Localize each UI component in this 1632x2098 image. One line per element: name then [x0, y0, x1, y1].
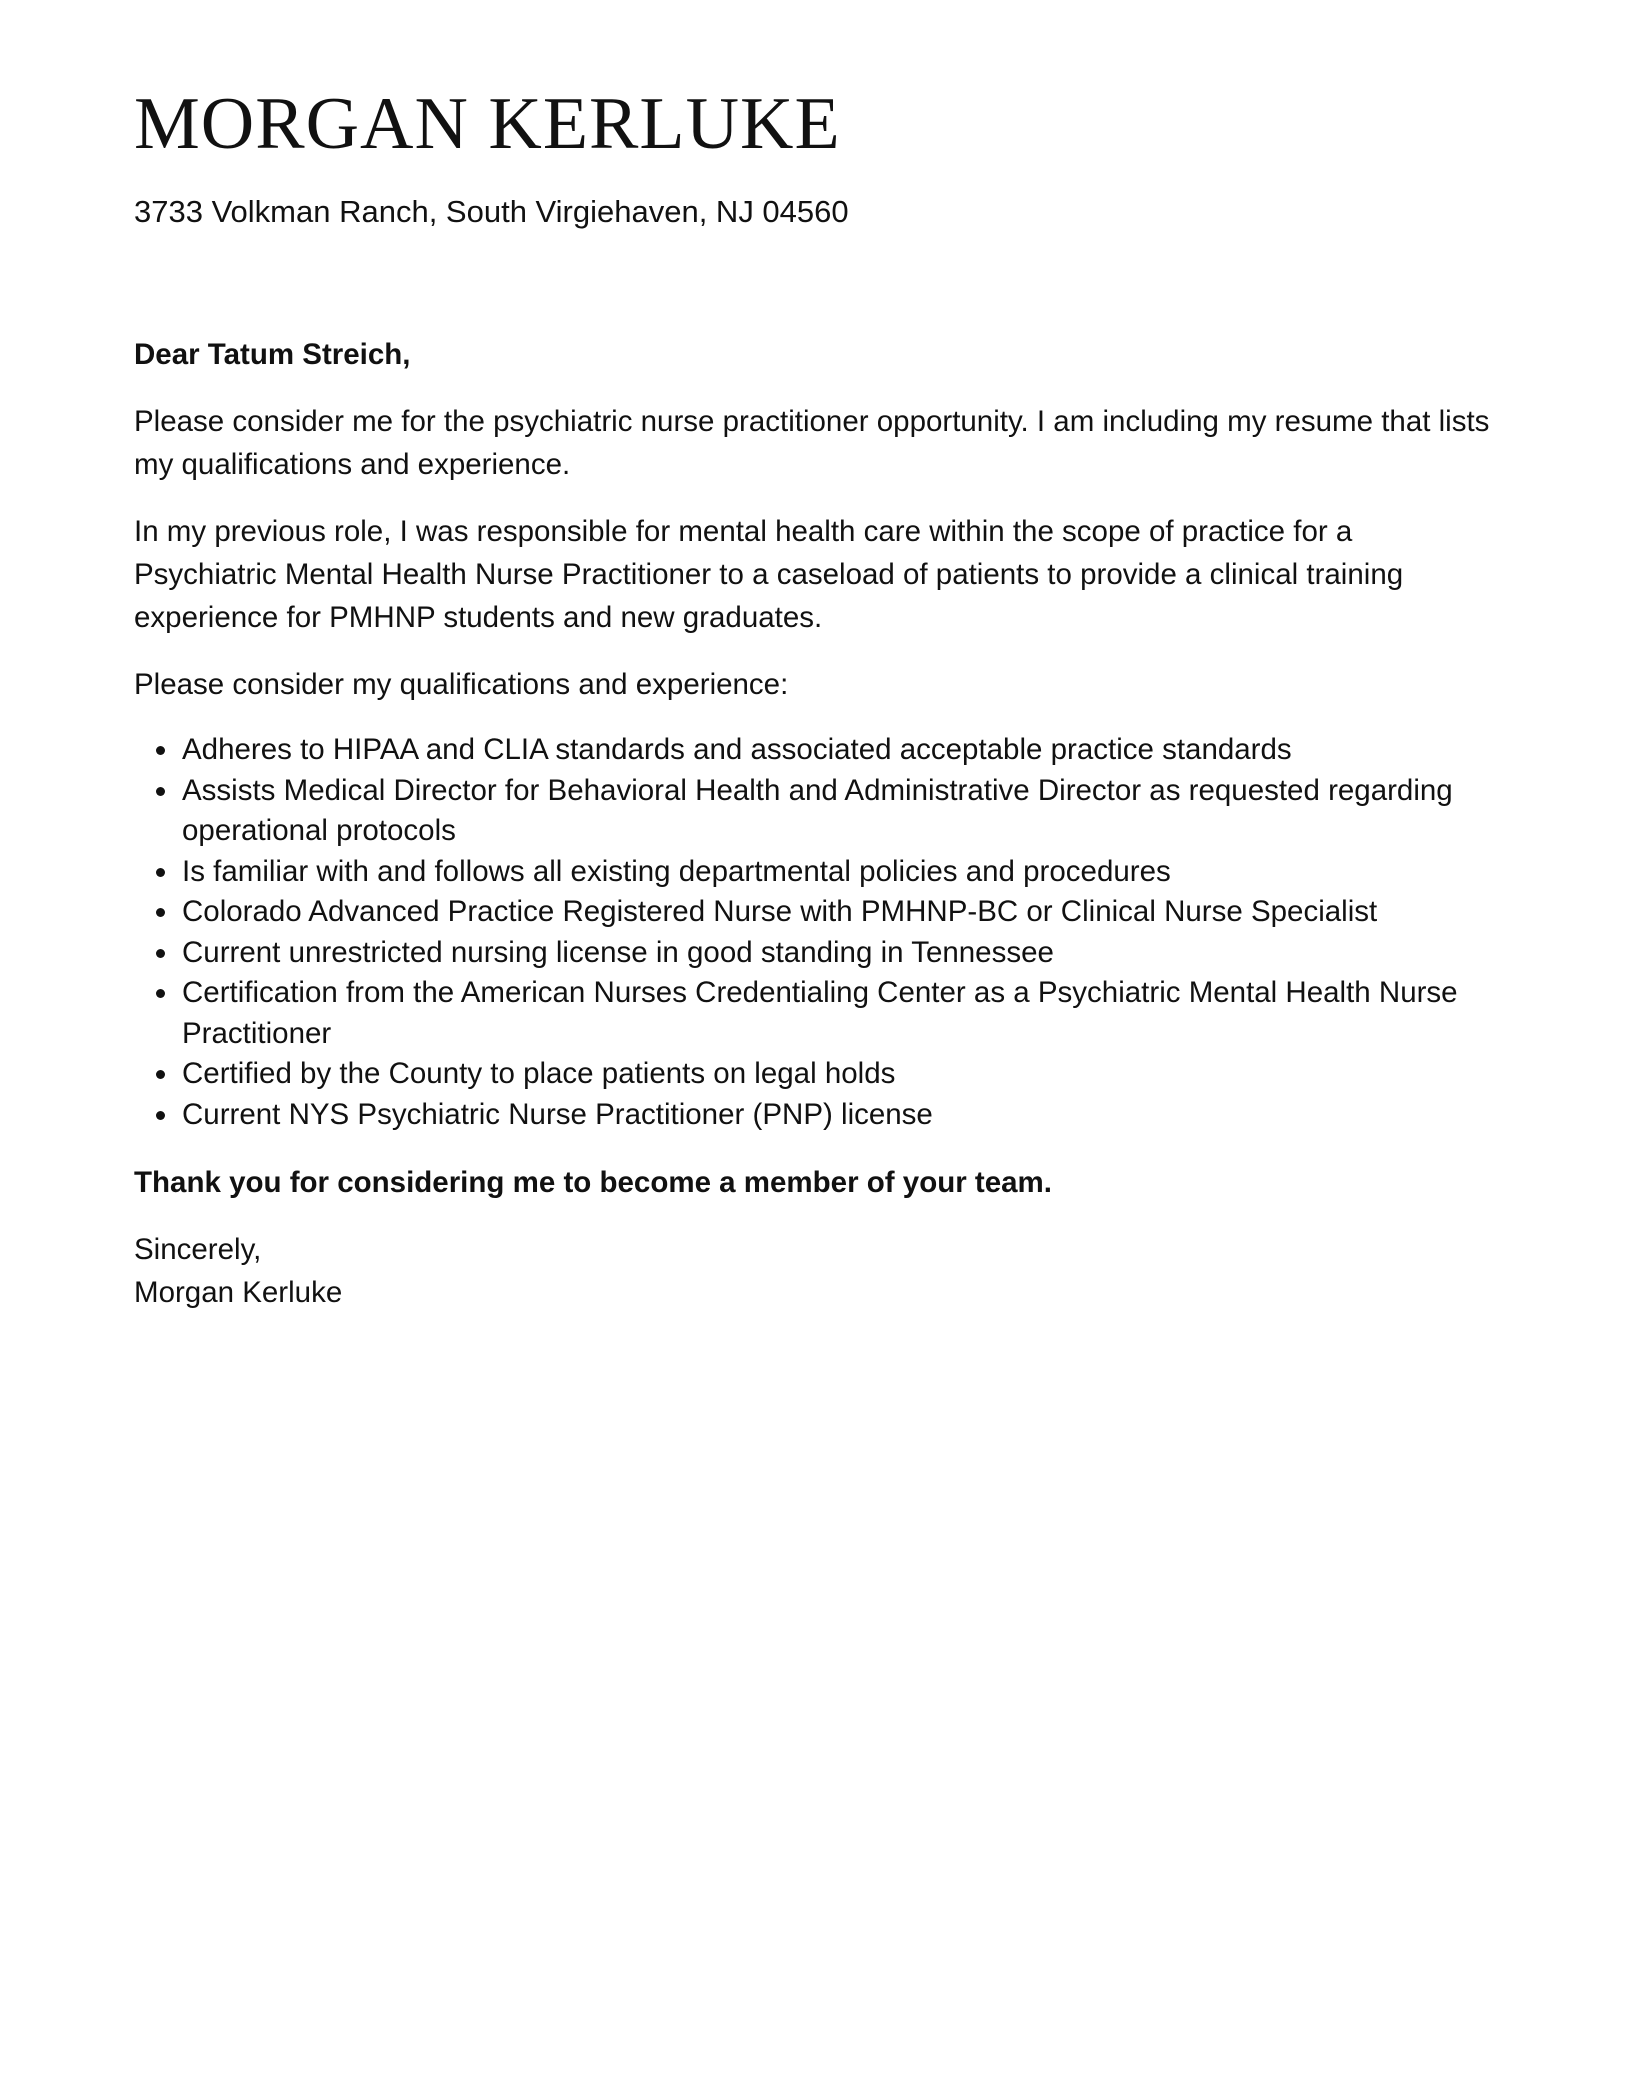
list-item — [134, 1095, 1498, 1136]
list-item-text: Is familiar with and follows all existing departmental policies and procedures — [182, 854, 1171, 888]
experience-paragraph: In my previous role, I was responsible for mental health care within the scope of practice for a Psychiatric Mental Health Nurse Practitioner to a caseload of patients to provide a clinical training experience for PMHNP students and new graduates. — [134, 515, 1404, 634]
list-item-text: Current unrestricted nursing license in good standing in Tennessee — [182, 935, 1054, 969]
bullet-icon — [156, 908, 165, 917]
intro-paragraph: Please consider me for the psychiatric nurse practitioner opportunity. I am including my resume that lists my qualifications and experience. — [134, 405, 1490, 481]
bullet-icon — [156, 868, 165, 877]
salutation: Dear Tatum Streich, — [134, 338, 411, 371]
list-item — [134, 852, 1498, 893]
list-item — [134, 1054, 1498, 1095]
applicant-name: MORGAN KERLUKE — [134, 83, 841, 165]
bullet-icon — [156, 746, 165, 755]
bullet-icon — [156, 949, 165, 958]
qualifications-list — [134, 730, 1498, 1135]
bullet-icon — [156, 989, 165, 998]
list-item-text: Certified by the County to place patients on legal holds — [182, 1057, 896, 1090]
closing-line: Thank you for considering me to become a member of your team. — [134, 1166, 1052, 1199]
list-item-text: Certification from the American Nurses Credentialing Center as a Psychiatric Mental Health Nurse Practitioner — [182, 976, 1458, 1050]
applicant-address: 3733 Volkman Ranch, South Virgiehaven, NJ 04560 — [134, 194, 849, 229]
bullet-icon — [156, 1070, 165, 1079]
list-item-text: Assists Medical Director for Behavioral Health and Administrative Director as requested regarding operational protocols — [182, 773, 1453, 847]
list-item — [134, 973, 1498, 1054]
list-item-text: Colorado Advanced Practice Registered Nurse with PMHNP-BC or Clinical Nurse Specialist — [182, 895, 1378, 928]
list-item — [134, 730, 1498, 771]
bullet-icon — [156, 787, 165, 796]
letter-body — [134, 333, 1498, 1314]
valediction: Sincerely, — [134, 1233, 262, 1266]
list-item-text: Current NYS Psychiatric Nurse Practitioner (PNP) license — [182, 1097, 933, 1131]
list-item — [134, 771, 1498, 852]
list-item — [134, 892, 1498, 933]
bullet-icon — [156, 1111, 165, 1120]
qualifications-intro: Please consider my qualifications and experience: — [134, 668, 789, 701]
list-item-text: Adheres to HIPAA and CLIA standards and associated acceptable practice standards — [182, 733, 1292, 766]
signature-name: Morgan Kerluke — [134, 1276, 343, 1309]
list-item — [134, 933, 1498, 974]
